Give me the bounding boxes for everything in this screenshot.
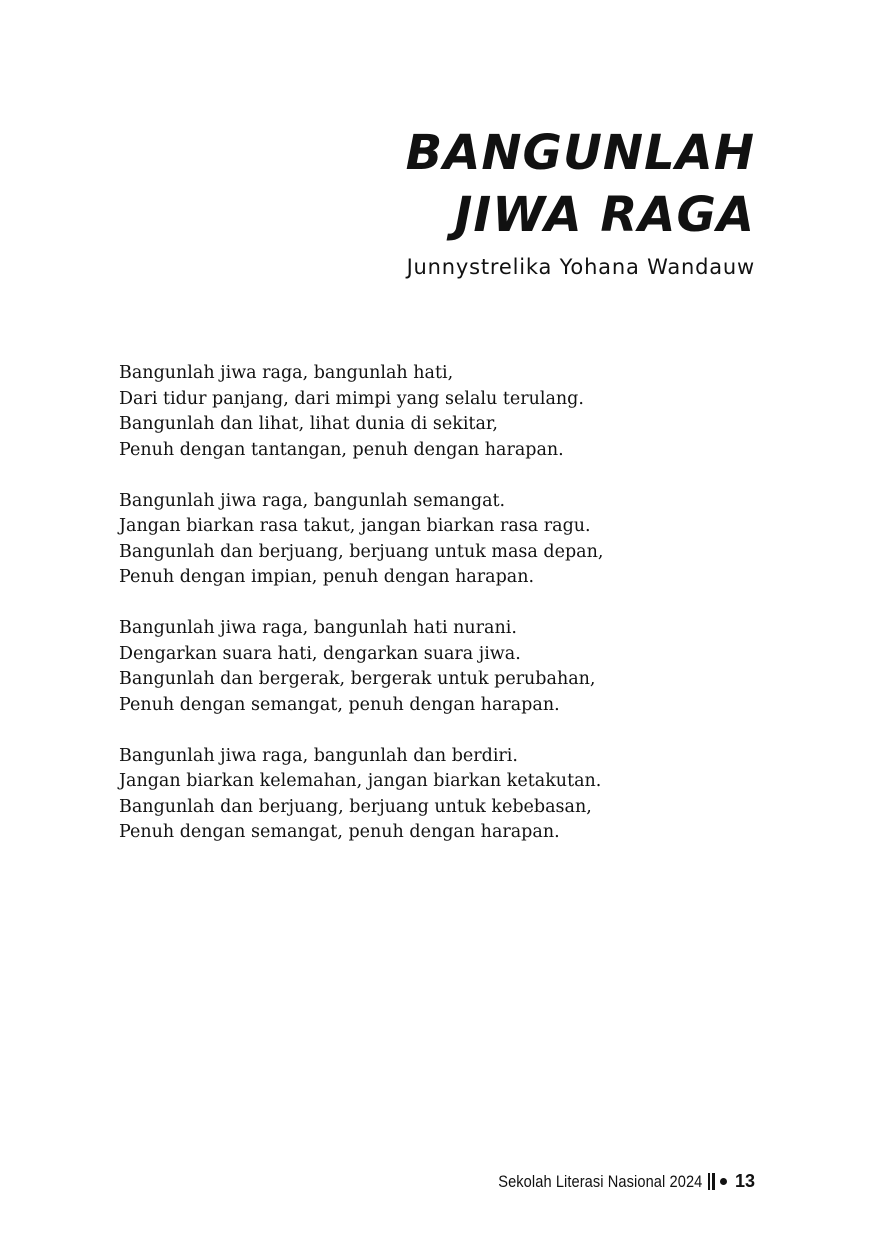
separator-dot-icon [720, 1178, 727, 1185]
poem-line: Bangunlah dan berjuang, berjuang untuk kebebasan, [119, 796, 592, 817]
poem-line: Penuh dengan tantangan, penuh dengan harapan. [119, 439, 564, 460]
footer-text: Sekolah Literasi Nasional 2024 [497, 1171, 702, 1191]
title-line-1: BANGUNLAH [405, 125, 755, 181]
author-name: Junnystrelika Yohana Wandauw [406, 255, 755, 279]
poem-line: Penuh dengan semangat, penuh dengan harapan. [119, 822, 560, 842]
poem-line: Bangunlah jiwa raga, bangunlah hati, [119, 363, 454, 383]
poem-line: Bangunlah jiwa raga, bangunlah hati nurani. [119, 618, 517, 638]
page-footer [465, 1171, 755, 1192]
poem-line: Bangunlah jiwa raga, bangunlah semangat. [119, 490, 506, 511]
stanza-3 [119, 616, 759, 718]
stanza-4 [119, 744, 759, 846]
poem-body [119, 361, 759, 871]
poem-line: Jangan biarkan rasa takut, jangan biarkan rasa ragu. [119, 516, 591, 536]
poem-line: Bangunlah dan lihat, lihat dunia di sekitar, [119, 414, 498, 434]
footer-separator [708, 1173, 727, 1191]
separator-bar [708, 1173, 711, 1190]
page-number: 13 [734, 1171, 755, 1191]
poem-line: Penuh dengan semangat, penuh dengan harapan. [119, 694, 560, 715]
stanza-2 [119, 489, 759, 591]
poem-line: Penuh dengan impian, penuh dengan harapan. [119, 567, 535, 587]
poem-line: Bangunlah dan berjuang, berjuang untuk masa depan, [119, 541, 604, 562]
poem-title [406, 122, 755, 246]
title-line-2: JIWA RAGA [454, 187, 755, 243]
poem-line: Bangunlah jiwa raga, bangunlah dan berdiri. [119, 745, 518, 766]
poem-line: Dengarkan suara hati, dengarkan suara jiwa. [119, 643, 521, 664]
poem-line: Dari tidur panjang, dari mimpi yang selalu terulang. [119, 388, 584, 409]
poem-line: Jangan biarkan kelemahan, jangan biarkan ketakutan. [119, 771, 602, 791]
poem-line: Bangunlah dan bergerak, bergerak untuk perubahan, [119, 669, 596, 689]
separator-bar [712, 1173, 715, 1190]
stanza-1 [119, 361, 759, 463]
